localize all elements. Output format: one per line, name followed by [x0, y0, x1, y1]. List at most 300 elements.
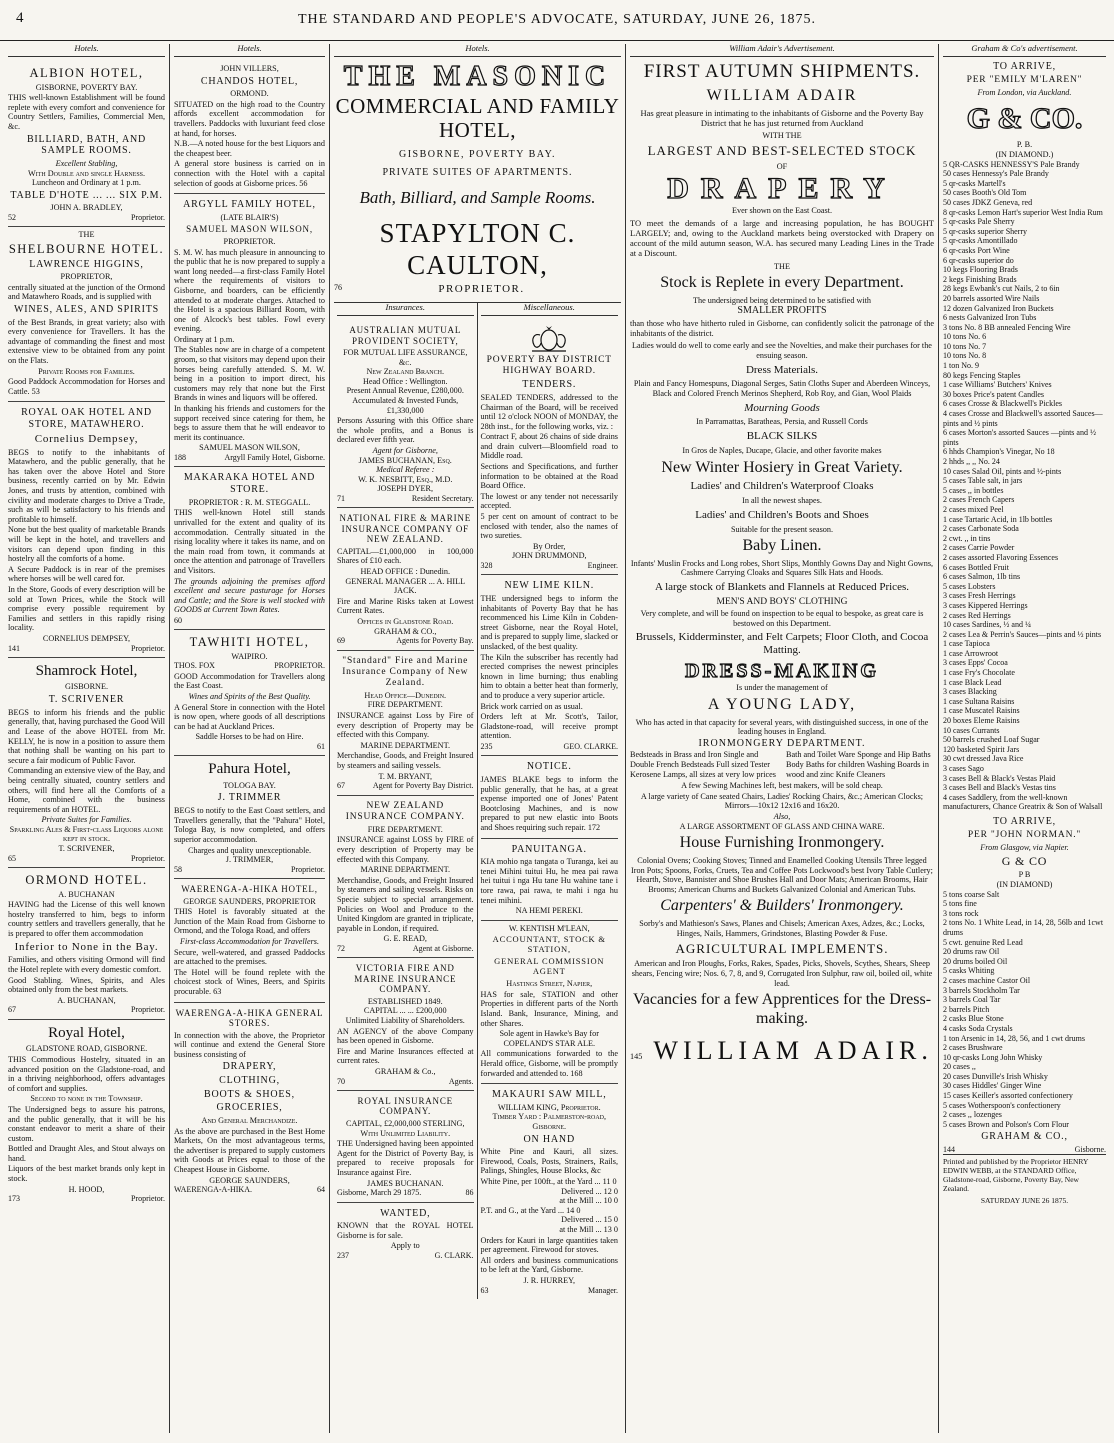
list-item: 15 cases Keiller's assorted confectionery [943, 1091, 1073, 1101]
list-item: 30 cases Hiddles' Ginger Wine [943, 1081, 1042, 1091]
ad-number: 67 [8, 1005, 16, 1015]
ad-body: 5 per cent on amount of contract to be enclosed with tender, also the names of two sureties. [480, 512, 618, 541]
ad-wanted [337, 1203, 474, 1265]
ad-subhead: WINES, ALES, AND SPIRITS [13, 304, 160, 316]
ad-line: GENERAL MANAGER ... A. HILL JACK. [345, 576, 466, 596]
ad-line: MARINE DEPARTMENT. [360, 865, 451, 875]
column-head: Hotels. [8, 44, 165, 57]
list-item: 5 QR-CASKS HENNESSY'S Pale Brandy [943, 159, 1080, 169]
ad-body: AN AGENCY of the above Company has been opened in Gisborne. [337, 1026, 474, 1046]
ad-title: WANTED, [380, 1207, 431, 1219]
list-item: 3 tons No. 8 BB annealed Fencing Wire [943, 322, 1071, 332]
list-item: 2 hhds ,, ,, No. 24 [943, 457, 1000, 467]
insurances-subcolumn [334, 303, 478, 1299]
ad-number: 173 [8, 1194, 20, 1204]
ad-line: Ever shown on the East Coast. [731, 206, 833, 216]
ad-line: (IN DIAMOND.) [995, 150, 1054, 160]
list-item: 20 boxes Eleme Raisins [943, 716, 1020, 726]
ad-line: Hastings Street, Napier, [506, 979, 593, 989]
ad-title: Pahura Hotel, [208, 761, 291, 778]
ad-body: All communications forwarded to the Herald office, Gisborne, will be promptly forwarded and attended to. 168 [480, 1049, 618, 1078]
ad-number: 76 [334, 283, 342, 293]
ad-subhead: House Furnishing Ironmongery. [679, 834, 885, 852]
ad-title: AUSTRALIAN MUTUAL PROVIDENT SOCIETY, [349, 325, 462, 346]
ad-place: TOLOGA BAY. [223, 780, 276, 790]
column-head: Graham & Co's advertisement. [943, 44, 1106, 57]
list-item: 2 cases machine Castor Oil [943, 975, 1031, 985]
ad-number: 63 [480, 1285, 489, 1295]
column-3 [330, 44, 626, 1433]
ad-proprietor: A. BUCHANAN [58, 889, 115, 899]
ad-body: Sorby's and Mathieson's Saws, Planes and Chisels; American Axes, Adzes, &c.; Locks, Hinges, Nails, Hammers, Grindstones, Blasting Powder & Fuse. [639, 919, 925, 938]
ad-victoria-insurance [337, 958, 474, 1091]
ad-line: Agent for Gisborne, [372, 445, 438, 455]
subcolumn-head: Insurances. [337, 303, 474, 316]
ad-role: Engineer. [587, 561, 618, 571]
ad-line: THE [774, 261, 790, 271]
ad-signature: GRAHAM & CO., [981, 1131, 1068, 1143]
ad-title: NEW LIME KILN. [504, 580, 595, 592]
ad-line: Excellent Stabling, [55, 158, 118, 168]
ad-line: Second to none in the Township. [30, 1094, 143, 1104]
newspaper-title: THE STANDARD AND PEOPLE'S ADVOCATE, SATURDAY, JUNE 26, 1875. [297, 12, 816, 27]
ad-body: A Secure Paddock is in rear of the premises where horses will be well cared for. [8, 564, 165, 584]
ad-body: The Kiln the subscriber has recently had erected comprises the newest principles known in lime burning; thus enabling him to obtain a better heat than formerly, and to produce a very superior article. [480, 652, 618, 700]
ad-standard-insurance [337, 651, 474, 796]
list-item: 50 cases Booth's Old Tom [943, 188, 1027, 198]
list-item: 5 qr-casks Martell's [943, 178, 1006, 188]
list-item: 5 cases ,, in bottles [943, 485, 1004, 495]
list-item: 10 tons No. 8 [943, 351, 987, 361]
ad-proprietor: H. HOOD, [68, 1184, 105, 1194]
ad-subhead: Baby Linen. [742, 537, 822, 555]
ad-title: Shamrock Hotel, [35, 662, 138, 679]
ad-proprietor: LAWRENCE HIGGINS, [29, 258, 144, 270]
ad-role: Proprietor. [131, 1194, 165, 1204]
ad-role: Proprietor. [131, 1005, 165, 1015]
ad-chandos-hotel [174, 61, 325, 194]
list-item: 10 qr-casks Long John Whisky [943, 1052, 1043, 1062]
ad-line: Medical Referee : [376, 465, 435, 475]
ad-line: FIRE DEPARTMENT. [367, 824, 443, 834]
list-item: 2 cases Brushware [943, 1043, 1003, 1053]
ad-albion-hotel [8, 61, 165, 227]
ad-title: PANUITANGA. [511, 843, 587, 855]
ad-waerenga-stores [174, 1003, 325, 1199]
ad-line: Accumulated & Invested Funds, £1,330,000 [352, 396, 459, 415]
ad-line: THE [78, 230, 95, 240]
list-item: 5 qr-casks superior Sherry [943, 226, 1028, 236]
list-item: 2 barrels Pitch [943, 1004, 990, 1014]
price-line: Delivered ... 12 0 [561, 1186, 618, 1196]
ad-body: Bottled and Draught Ales, and Stout always on hand. [8, 1144, 165, 1163]
ad-number: 61 [317, 741, 325, 751]
ad-body: CAPITAL—£1,000,000 in 100,000 Shares of £10 each. [337, 546, 474, 566]
ad-line: Timber Yard : Palmerston-road, Gisborne. [492, 1112, 607, 1131]
ad-date: Gisborne, March 29 1875. [337, 1188, 422, 1198]
ad-body: All orders and business communications to be left at the Yard, Gisborne. [480, 1255, 618, 1275]
ad-line: JOSEPH DYER, [377, 484, 433, 494]
ad-pahura-hotel [174, 756, 325, 879]
ad-line: HEAD OFFICE : Dunedin. [360, 567, 451, 577]
list-item: 10 cases Sardines, ½ and ¼ [943, 620, 1031, 630]
list-item: 1 case Muscatel Raisins [943, 706, 1020, 716]
ad-subhead: Vacancies for a few Apprentices for the Dress-making. [632, 991, 932, 1027]
list-item: 6 cases Bottled Fruit [943, 562, 1009, 572]
goods-list [943, 890, 1106, 1130]
list-item: 5 qr-casks Amontillado [943, 236, 1018, 246]
list-item: 2 cases mixed Peel [943, 504, 1004, 514]
ad-place: GISBORNE, POVERTY BAY. [35, 82, 138, 92]
ad-signature: WILLIAM ADAIR. [653, 1035, 933, 1065]
ad-title: "Standard" Fire and Marine Insurance Company of New Zealand. [342, 655, 469, 688]
list-item: 5 cases Lobsters [943, 581, 996, 591]
ad-body: S. M. W. has much pleasure in announcing to the public that he is now prepared to supply a want long needed—a first-class Family Hotel where the requirements of visitors to Gisborne, and boarders, can be efficiently attended to at moderate charges. Attached to the Hotel is a spacious Billiard Room, with one of Alcock's best tables. Fowl every evening. [174, 247, 325, 334]
ad-line: FIRE DEPARTMENT. [367, 700, 443, 710]
ad-line: P B [1018, 870, 1031, 880]
ad-headline: FIRST AUTUMN SHIPMENTS. [643, 60, 921, 82]
list-item: 120 basketed Spirit Jars [943, 744, 1020, 754]
list-item: 3 cases Kippered Herrings [943, 600, 1028, 610]
list-item: 3 cases Epps' Cocoa [943, 658, 1008, 668]
list-item: 6 nests Galvanized Iron Tubs [943, 313, 1037, 323]
list-item: 3 cases Blacking [943, 687, 997, 697]
list-item: 1 case Black Lead [943, 677, 1002, 687]
ad-line: TO ARRIVE, [993, 815, 1056, 827]
ad-role: PROPRIETOR, [60, 272, 113, 282]
ad-body: INSURANCE against Loss by Fire of every description of Property may be effected with this Company. [337, 711, 474, 740]
list-item: 4 cases Saddlery, from the well-known manufacturers, Chance Greatrix & Son of Walsall [943, 792, 1103, 812]
ad-line: P. B. [1016, 140, 1033, 150]
ad-body: HAS for sale, STATION and other Properties in different parts of the North Island. Bank, Insurance, Mining, and other Shares. [480, 989, 618, 1028]
ad-proprietor: Cornelius Dempsey, [34, 432, 139, 445]
ad-tawhiti-hotel [174, 630, 325, 756]
ad-body: In thanking his friends and customers for the support received since catering for them, he begs to assure them that he will endeavor to merit its continuance. [174, 404, 325, 442]
ad-line: Luncheon and Ordinary at 1 p.m. [32, 178, 141, 188]
ad-proprietor: J. TRIMMER [217, 792, 282, 804]
ad-subtitle: COMMERCIAL AND FAMILY HOTEL, [335, 93, 620, 143]
ad-body: SEALED TENDERS, addressed to the Chairman of the Board, will be received until 12 o'clock NOON of MONDAY, the 28th inst., for the following works, viz. : [480, 392, 618, 431]
list-item: 2 cases Lea & Perrin's Sauces—pints and ½ pints [943, 629, 1102, 639]
column-head: Hotels. [334, 44, 621, 57]
column-4 [626, 44, 939, 1433]
ad-subhead: Inferior to None in the Bay. [14, 940, 159, 953]
list-item: 2 cases Carbonate Soda [943, 524, 1019, 534]
ad-place: GISBORNE, POVERTY BAY. [398, 148, 557, 160]
ad-line: Saddle Horses to be had on Hire. [195, 732, 304, 742]
ad-argyll-hotel [174, 194, 325, 467]
ad-body: Contract F, about 26 chains of side drains and drain culvert—Bloomfield road to Middle road. [480, 432, 618, 461]
list-item: 2 cases ,, lozenges [943, 1110, 1002, 1120]
ad-body: American and Iron Ploughs, Forks, Rakes, Spades, Picks, Shovels, Scythes, Shears, Sheep shears, Fencing wire; Nos. 6, 7, 8, and 9, Corrugated Iron Sulphur, raw oil, boiled oil, white lead. [631, 959, 933, 988]
ad-merchant-name: WILLIAM ADAIR [706, 87, 858, 105]
ad-role: PROPRIETOR. [438, 283, 525, 296]
ad-body: INSURANCE against LOSS by FIRE of every description of Property may be effected with this Company. [337, 835, 474, 864]
ad-body: KIA mohio nga tangata o Turanga, kei au tenei Mihini tuitui Hu, he mea pai rawa hei tuitui i nga Hu tane Hu wahine tane i tore rawa, pai rawa, te mahi i nga hu tenei mihini. [480, 857, 618, 905]
ad-line: GRAHAM & CO., [374, 626, 437, 636]
ad-body: The Stables now are in charge of a competent groom, so that visitors may depend upon their horses being carefully attended. S. M. W. being in a position to import direct, his customers may rely that none but the First Brands in wines and liquors will be offered. [174, 345, 325, 403]
ad-line: JAMES BUCHANAN. [367, 1178, 444, 1188]
ad-masonic-hotel [334, 61, 621, 296]
list-item: 6 cases Crosse & Blackwell's Pickles [943, 399, 1062, 409]
list-item: 5 tons fine [943, 899, 977, 909]
list-item: 2 cases Red Herrings [943, 610, 1011, 620]
list-item: 30 boxes Price's patent Candles [943, 389, 1044, 399]
ad-line: (LATE BLAIR'S) [220, 212, 279, 222]
ad-line: G. CLARK. [434, 1250, 474, 1260]
ad-line: Sole agent in Hawke's Bay for [499, 1029, 599, 1039]
ad-line: Head Office—Dunedin. [364, 690, 447, 700]
ad-line: G. E. READ, [383, 934, 427, 944]
ad-number: 188 [174, 453, 186, 463]
ad-body: of the Best Brands, in great variety; also with every convenience for Travellers. It has the advantage of commanding the finest and most extensive view to be obtained from any point on the Flats. [8, 317, 165, 366]
ad-number: 58 [174, 864, 182, 874]
ad-line: GRAHAM & Co., [374, 1067, 436, 1076]
ad-title: NEW ZEALAND INSURANCE COMPANY. [345, 800, 465, 822]
ad-makaraka-hotel [174, 467, 325, 630]
ad-line: W. K. NESBITT, Esq., M.D. [358, 474, 453, 484]
ad-title: SHELBOURNE HOTEL. [8, 241, 165, 256]
ad-title: ALBION HOTEL, [29, 65, 144, 80]
ad-body: Orders for Kauri in large quantities taken per agreement. Firewood for stoves. [480, 1235, 618, 1255]
imprint-date: SATURDAY JUNE 26 1875. [980, 1195, 1069, 1205]
ad-body: KNOWN that the ROYAL HOTEL Gisborne is for sale. [337, 1221, 474, 1240]
ad-number: 64 [317, 1185, 325, 1195]
list-item: 3 cases Fresh Herrings [943, 591, 1016, 601]
list-item: 3 barrels Coal Tar [943, 995, 1001, 1005]
ad-body: BEGS to notify to the East Coast settlers, and Travellers generally, that the "Pahura" Hotel, Tologa Bay, is now completed, and offers superior accommodation. [174, 806, 325, 844]
ad-line: J. R. HURREY, [523, 1275, 575, 1285]
list-item: 50 barrels crushed Loaf Sugar [943, 735, 1040, 745]
ad-proprietor: J. TRIMMER, [225, 855, 274, 865]
ad-subhead: New Winter Hosiery in Great Variety. [661, 458, 903, 476]
ad-subhead: A large stock of Blankets and Flannels at Reduced Prices. [655, 581, 909, 594]
ad-line: Private Rooms for Families. [38, 366, 135, 376]
ad-title: Royal Hotel, [48, 1024, 125, 1041]
list-item: 5 tons coarse Salt [943, 889, 1000, 899]
ad-body: Ladies would do well to come early and see the Novelties, and make their purchases for the ensuing season. [632, 341, 932, 360]
ad-body: N.B.—A noted house for the best Liquors and the cheapest beer. [174, 139, 325, 158]
list-item: 2 cwt. ,, in tins [943, 533, 991, 543]
ad-number: 71 [337, 493, 345, 503]
price-line: Delivered ... 15 0 [561, 1215, 618, 1225]
list-item: 5 qr-casks Pale Sherry [943, 217, 1015, 227]
ad-body: Merchandise, Goods, and Freight Insured by steamers and sailing vessels. [337, 751, 474, 771]
ad-body: A General Store in connection with the Hotel is now open, where goods of all descriptions can be had at Auckland Prices. [174, 702, 325, 731]
ad-national-insurance [337, 508, 474, 650]
ad-line: A LARGE ASSORTMENT OF GLASS AND CHINA WARE. [679, 821, 885, 831]
list-item: 2 kegs Finishing Brads [943, 274, 1017, 284]
ad-line: BOOTS & SHOES, [204, 1088, 295, 1100]
list-item: 1 case Arrowroot [943, 648, 999, 658]
ad-body: Bedsteads in Brass and Iron Single and Double French Bedsteads Full sized Tester Kerosene Lamps, all sizes at very low prices [630, 750, 776, 779]
ad-panuitanga [481, 839, 619, 921]
ad-body: Who has acted in that capacity for several years, with distinguished success, in one of the leading houses in England. [635, 717, 929, 737]
ad-royal-oak-hotel [8, 402, 165, 657]
ad-body: The Undersigned begs to assure his patrons, and the public generally, that it will be his constant endeavor to merit a share of their custom. [8, 1104, 165, 1143]
ad-title: WAERENGA-A-HIKA HOTEL, [181, 884, 318, 895]
ad-line: Apply to [390, 1241, 420, 1251]
list-item: 5 cases Brown and Polson's Corn Flour [943, 1119, 1069, 1129]
list-item: 20 cases Dunville's Irish Whisky [943, 1071, 1048, 1081]
ad-line: Sparkling Ales & First-class Liquors alone kept in stock. [9, 824, 164, 844]
ad-line: And General Merchandize. [201, 1116, 298, 1126]
ad-proprietor: T. SCRIVENER [48, 694, 125, 706]
ad-line: ESTABLISHED 1849. [367, 996, 443, 1006]
ad-number: 72 [337, 943, 345, 953]
ad-body: Plain and Fancy Homespuns, Diagonal Serges, Satin Cloths Super and Aberdeen Winceys, Black and Colored French Merinos Shepherd, Rob Roy, and Gian, Wool Plaids [633, 379, 931, 398]
list-item: 30 cwt dressed Java Rice [943, 754, 1024, 764]
ad-body: Fire and Marine Risks taken at Lowest Current Rates. [337, 596, 474, 616]
ad-address: Argyll Family Hotel, Gisborne. [224, 453, 325, 463]
ad-subhead: Mourning Goods [744, 401, 820, 414]
ad-number: 67 [337, 781, 345, 791]
list-item: 5 cases Table salt, in jars [943, 476, 1023, 486]
ad-line: PER "EMILY M'LAREN" [966, 74, 1083, 85]
ad-body: THIS Commodious Hostelry, situated in an advanced position on the Gladstone-road, and in a thriving neighborhood, offers advantages of comfort and supplies. [8, 1054, 165, 1093]
ad-drapery-title: DRAPERY [667, 172, 897, 206]
price-line: White Pine, per 100ft., at the Yard ... 11 0 [480, 1177, 617, 1187]
ad-proprietor: T. SCRIVENER, [58, 844, 115, 854]
ad-line: TABLE D'HOTE ... ... SIX P.M. [10, 189, 163, 201]
ad-line: CAPITAL, £2,000,000 STERLING, [345, 1118, 465, 1128]
royal-crest-icon [526, 325, 572, 353]
ad-role: Agents. [448, 1076, 474, 1086]
ad-proprietor: CORNELIUS DEMPSEY, [42, 633, 131, 643]
ad-line: From Glasgow, via Napier. [980, 842, 1069, 852]
list-item: 28 kegs Ewbank's cut Nails, 2 to 6in [943, 284, 1060, 294]
ad-line: With Double and single Harness. [27, 168, 146, 178]
list-item: 6 hhds Champion's Vinegar, No 18 [943, 447, 1055, 457]
ad-waerenga-hotel [174, 879, 325, 1002]
ad-place: Gisborne. [1074, 1145, 1106, 1155]
ad-number: 70 [337, 1076, 345, 1086]
ad-title: ACCOUNTANT, STOCK & STATION, [492, 934, 606, 955]
list-item: 20 drums boiled Oil [943, 956, 1008, 966]
ad-title: VICTORIA FIRE AND MARINE INSURANCE COMPANY. [354, 963, 457, 995]
ad-brand-mark: G & CO. [966, 102, 1083, 136]
ad-place: WAIPIRO. [231, 651, 268, 661]
list-item: 12 dozen Galvanized Iron Buckets [943, 303, 1054, 313]
ad-line: WILLIAM KING, Proprietor. [497, 1102, 601, 1112]
list-item: 1 case Fry's Chocolate [943, 668, 1015, 678]
ad-line: GEO. CLARKE. [563, 741, 618, 751]
ad-body: A few Sewing Machines left, best makers, will be sold cheap. [681, 781, 883, 791]
ad-title: ORMOND HOTEL. [25, 873, 148, 888]
list-item: 6 cases Salmon, 1lb tins [943, 572, 1021, 582]
ad-body: Fire and Marine Insurances effected at current rates. [337, 1046, 474, 1066]
list-item: 4 cases Crosse and Blackwell's assorted Sauces—pints and ½ pints [943, 409, 1103, 428]
ad-title: ROYAL OAK HOTEL AND STORE, MATAWHERO. [21, 407, 152, 431]
ad-proprietor: STAPYLTON C. CAULTON, [379, 218, 576, 280]
ad-body: As the above are purchased in the Best Home Markets, On the most advantageous terms, the advertiser is prepared to supply customers with Goods at Prices equal to those of the Cheapest House in Gisborne. [174, 1126, 325, 1175]
ad-dressmaking-title: DRESS-MAKING [685, 659, 879, 682]
ad-place: WAERENGA-A-HIKA. [174, 1185, 252, 1195]
ad-body: In connection with the above, the Proprietor will continue and extend the General Store business consisting of [174, 1030, 325, 1059]
list-item: 6 cases Morton's assorted Sauces —pints and ½ pints [943, 428, 1096, 447]
ad-proprietor: SAMUEL MASON WILSON, [186, 224, 313, 235]
list-item: 1 case Tapioca [943, 639, 990, 649]
price-line: at the Mill ... 10 0 [559, 1196, 618, 1206]
ad-title: NATIONAL FIRE & MARINE INSURANCE COMPANY OF NEW ZEALAND. [339, 513, 471, 545]
ad-place: GISBORNE. [65, 682, 108, 692]
ad-line: Private Suites for Families. [41, 815, 132, 825]
list-item: 3 barrels Stockholm Tar [943, 985, 1020, 995]
ad-shelbourne-hotel [8, 227, 165, 402]
ad-lime-kiln [481, 575, 619, 756]
ad-nz-insurance [337, 796, 474, 959]
ad-body: SITUATED on the high road to the Country affords excellent accommodation for travellers. Paddocks with luxuriant feed close at hand, for horses. [174, 99, 325, 138]
ad-body: Families, and others visiting Ormond will find the Hotel replete with every domestic comfort. [8, 955, 165, 975]
ad-body: THIS well-known Establishment will be found replete with every comfort and convenience for Country Settlers, Families, Commercial Men, &c. [8, 93, 165, 131]
ad-line: W. KENTISH M'LEAN, [508, 923, 590, 933]
ad-royal-insurance [337, 1091, 474, 1203]
list-item: 80 kegs Fencing Staples [943, 370, 1021, 380]
ad-line: (IN DIAMOND) [996, 880, 1053, 889]
ad-number: 145 [630, 1051, 643, 1061]
list-item: 10 tons No. 7 [943, 341, 987, 351]
ad-body: THIS Hotel is favorably situated at the Junction of the Main Road from Gisborne to Ormond, and the Tologa Road, and offers [174, 907, 325, 936]
ad-body: In all the newest shapes. [742, 496, 822, 506]
ad-proprietor: A. BUCHANAN, [57, 995, 116, 1005]
ad-body: TO meet the demands of a large and increasing population, he has BOUGHT LARGELY; and, owing to the Auckland markets being overstocked with Drapery on account of the mild autumn season, W.A. has secured many Leading Lines in the Trade at a Discount. [630, 217, 934, 258]
ad-body: Orders left at Mr. Scott's, Tailor, Gladstone-road, will receive prompt attention. [480, 712, 618, 741]
ad-line: WITH THE [762, 130, 802, 140]
ad-body: Infants' Muslin Frocks and Long robes, Short Slips, Monthly Gowns Day and Night Gowns, Cashmere Carrying Cloaks and Squares Silk Hats and Hoods. [630, 558, 934, 578]
ad-body: The grounds adjoining the premises afford excellent and secure pasturage for Horses and Cattle; and the Store is well stocked with GOODS at Current Town Rates. [174, 576, 325, 615]
ad-proprietor: JOHN VILLERS, [220, 63, 279, 73]
ad-subhead: Ladies' and Children's Waterproof Cloaks [690, 480, 874, 493]
list-item: 3 cases Bell & Black's Vestas Plaid [943, 773, 1056, 783]
ad-title: CHANDOS HOTEL, [200, 75, 299, 87]
ad-body: In the Store, Goods of every description will be sold at Town Prices, while the Stock will comprise every possible requirement by Families and settlers in this rapidly rising locality. [8, 585, 165, 633]
ad-body: Brick work carried on as usual. [480, 701, 583, 711]
ad-line: Wines and Spirits of the Best Quality. [188, 692, 311, 701]
ad-number: 141 [8, 643, 20, 653]
list-item: 5 cases Wotherspoon's confectionery [943, 1100, 1061, 1110]
ad-line: CLOTHING, [219, 1075, 280, 1087]
ad-number: 52 [8, 212, 16, 222]
ad-body: Persons Assuring with this Office share the whole profits, and a Bonus is declared ever fifth year. [337, 416, 474, 445]
ad-notice [481, 756, 619, 838]
ad-number: 237 [337, 1250, 349, 1260]
ad-body: The lowest or any tender not necessarily accepted. [480, 491, 618, 511]
ad-line: Charges and quality unexceptionable. [187, 845, 312, 855]
list-item: 5 casks Whiting [943, 966, 995, 976]
ad-body: Merchandise, Goods, and Freight Insured by steamers and sailing vessels. Risks on Specie subject to special arrangement. Policies on Wool and Produce to the United Kingdom are granted in triplicate, payable in London, if required. [337, 875, 474, 933]
ad-subhead: Brussels, Kidderminster, and Felt Carpets; Floor Cloth, and Cocoa Matting. [635, 631, 929, 657]
list-item: 20 cases ,, [943, 1062, 976, 1072]
list-item: 4 casks Soda Crystals [943, 1023, 1013, 1033]
ad-proprietor: GEORGE SAUNDERS, [209, 1175, 290, 1185]
ad-body: Suitable for the present season. [730, 524, 834, 534]
ad-subhead: Stock is Replete in every Department. [660, 274, 904, 292]
ad-ormond-hotel [8, 868, 165, 1020]
ad-shamrock-hotel [8, 658, 165, 868]
ad-title: GENERAL COMMISSION AGENT [494, 956, 605, 977]
ad-line: GROCERIES, [216, 1102, 283, 1114]
ad-number: 86 [465, 1188, 474, 1198]
ad-highway-board [481, 320, 619, 575]
list-item: 3 cases Sago [943, 764, 984, 774]
ad-body: In Parramattas, Baratheas, Persia, and Russell Cords [696, 417, 868, 427]
ad-role: Agent at Gisborne. [412, 943, 474, 953]
ad-proprietor: SAMUEL MASON WILSON, [199, 443, 300, 453]
ad-line: SMALLER PROFITS [737, 305, 827, 317]
ad-number: 69 [337, 636, 345, 646]
ad-title: MAKAURI SAW MILL, [491, 1089, 607, 1101]
list-item: 6 qr-casks Port Wine [943, 245, 1010, 255]
